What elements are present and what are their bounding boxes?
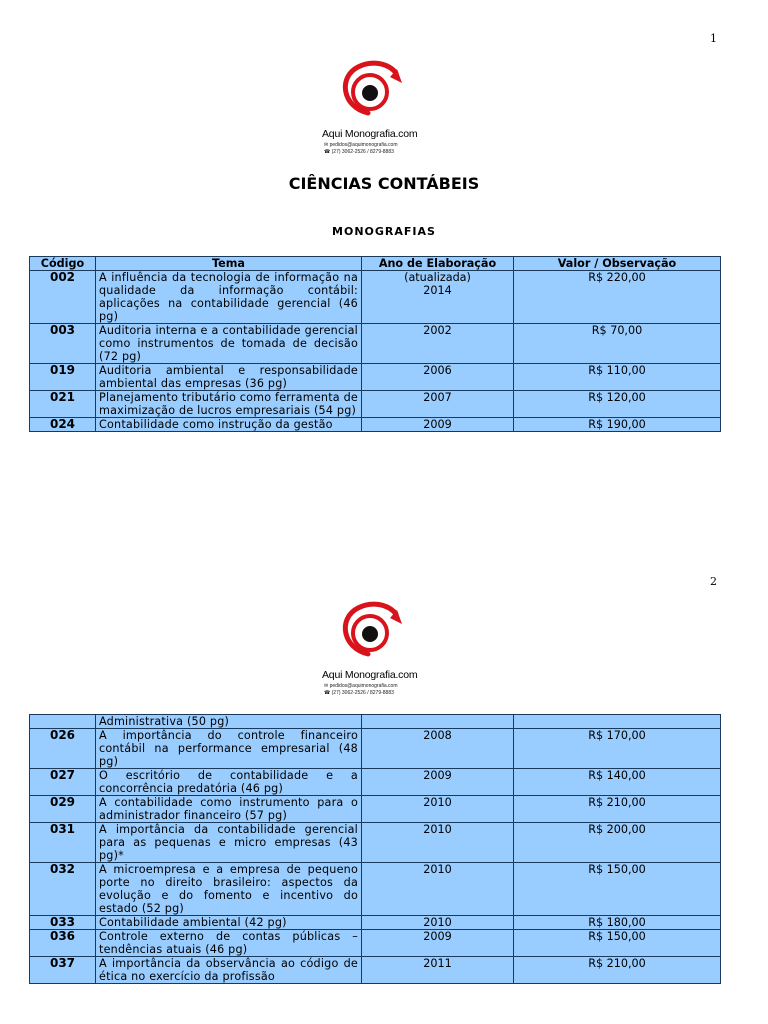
table-row — [30, 957, 721, 984]
table-header-row — [30, 257, 721, 271]
row-tema: A microempresa e a empresa de pequeno porte no direito brasileiro: aspectos da evolução e do fomento e incentivo do estado (52 pg) — [96, 863, 362, 916]
row-tema: A importância da observância ao código de ética no exercício da profissão — [96, 957, 362, 984]
row-ano: 2007 — [362, 391, 514, 418]
row-ano: 2006 — [362, 364, 514, 391]
row-ano: 2009 — [362, 769, 514, 796]
page-number: 1 — [710, 32, 717, 45]
table-row — [30, 930, 721, 957]
header-tema: Tema — [96, 257, 362, 271]
row-tema: Controle externo de contas públicas – tendências atuais (46 pg) — [96, 930, 362, 957]
row-valor: R$ 110,00 — [514, 364, 721, 391]
row-valor: R$ 120,00 — [514, 391, 721, 418]
table-row — [30, 364, 721, 391]
row-valor: R$ 210,00 — [514, 796, 721, 823]
target-logo-icon — [320, 55, 440, 129]
row-code: 036 — [30, 930, 96, 957]
table-row — [30, 916, 721, 930]
brand-email: ✉ pedidos@aquimonografia.com — [324, 683, 398, 689]
section-subtitle: MONOGRAFIAS — [332, 225, 436, 238]
row-valor: R$ 150,00 — [514, 930, 721, 957]
row-tema: A contabilidade como instrumento para o administrador financeiro (57 pg) — [96, 796, 362, 823]
brand-logo — [320, 55, 440, 160]
row-valor: R$ 220,00 — [514, 271, 721, 324]
row-tema: Planejamento tributário como ferramenta de maximização de lucros empresariais (54 pg) — [96, 391, 362, 418]
row-ano: 2010 — [362, 796, 514, 823]
row-code: 029 — [30, 796, 96, 823]
header-ano: Ano de Elaboração — [362, 257, 514, 271]
row-code: 019 — [30, 364, 96, 391]
row-code: 002 — [30, 271, 96, 324]
row-tema: A influência da tecnologia de informação na qualidade da informação contábil: aplicações na contabilidade gerencial (46 pg) — [96, 271, 362, 324]
row-ano — [362, 715, 514, 729]
row-tema: A importância da contabilidade gerencial para as pequenas e micro empresas (43 pg)* — [96, 823, 362, 863]
row-valor: R$ 140,00 — [514, 769, 721, 796]
row-valor: R$ 170,00 — [514, 729, 721, 769]
row-code: 003 — [30, 324, 96, 364]
brand-logo — [320, 596, 440, 706]
row-code: 037 — [30, 957, 96, 984]
table-row — [30, 418, 721, 432]
table-row — [30, 729, 721, 769]
row-tema: Auditoria interna e a contabilidade gerencial como instrumentos de tomada de decisão (72 pg) — [96, 324, 362, 364]
row-valor: R$ 210,00 — [514, 957, 721, 984]
table-row — [30, 391, 721, 418]
row-valor: R$ 190,00 — [514, 418, 721, 432]
brand-phone: ☎ (27) 3062-2526 / 8279-8883 — [324, 690, 394, 696]
row-code: 031 — [30, 823, 96, 863]
row-valor: R$ 150,00 — [514, 863, 721, 916]
header-codigo: Código — [30, 257, 96, 271]
row-code: 021 — [30, 391, 96, 418]
row-code: 026 — [30, 729, 96, 769]
row-valor: R$ 70,00 — [514, 324, 721, 364]
brand-phone-text: (27) 3062-2526 / 8279-8883 — [331, 149, 394, 155]
brand-name: Aqui Monografia.com — [322, 128, 418, 140]
row-code — [30, 715, 96, 729]
row-ano: 2010 — [362, 863, 514, 916]
row-ano: 2011 — [362, 957, 514, 984]
table-row — [30, 769, 721, 796]
page-number: 2 — [710, 575, 717, 588]
row-code: 024 — [30, 418, 96, 432]
row-ano: 2009 — [362, 418, 514, 432]
brand-email: ✉ pedidos@aquimonografia.com — [324, 142, 398, 148]
target-logo-icon — [320, 596, 440, 670]
monografias-table-page-2 — [29, 714, 721, 984]
row-ano: 2009 — [362, 930, 514, 957]
row-code: 033 — [30, 916, 96, 930]
monografias-table-page-1 — [29, 256, 721, 432]
header-valor: Valor / Observação — [514, 257, 721, 271]
row-tema: Auditoria ambiental e responsabilidade ambiental das empresas (36 pg) — [96, 364, 362, 391]
row-tema: O escritório de contabilidade e a concorrência predatória (46 pg) — [96, 769, 362, 796]
row-ano: 2010 — [362, 823, 514, 863]
brand-email-text: pedidos@aquimonografia.com — [329, 142, 398, 148]
brand-email-text: pedidos@aquimonografia.com — [329, 683, 398, 689]
row-valor — [514, 715, 721, 729]
table-row — [30, 324, 721, 364]
row-ano: (atualizada) 2014 — [362, 271, 514, 324]
table-row — [30, 796, 721, 823]
row-tema: A importância do controle financeiro contábil na performance empresarial (48 pg) — [96, 729, 362, 769]
row-ano: 2010 — [362, 916, 514, 930]
row-ano: 2008 — [362, 729, 514, 769]
row-code: 032 — [30, 863, 96, 916]
row-ano: 2002 — [362, 324, 514, 364]
brand-name: Aqui Monografia.com — [322, 669, 418, 681]
table-row — [30, 715, 721, 729]
table-row — [30, 823, 721, 863]
row-valor: R$ 200,00 — [514, 823, 721, 863]
table-row — [30, 271, 721, 324]
row-code: 027 — [30, 769, 96, 796]
brand-phone-text: (27) 3062-2526 / 8279-8883 — [331, 690, 394, 696]
table-row — [30, 863, 721, 916]
page-title: CIÊNCIAS CONTÁBEIS — [288, 174, 480, 193]
row-tema: Administrativa (50 pg) — [96, 715, 362, 729]
brand-phone: ☎ (27) 3062-2526 / 8279-8883 — [324, 149, 394, 155]
row-tema: Contabilidade como instrução da gestão — [96, 418, 362, 432]
row-tema: Contabilidade ambiental (42 pg) — [96, 916, 362, 930]
row-valor: R$ 180,00 — [514, 916, 721, 930]
